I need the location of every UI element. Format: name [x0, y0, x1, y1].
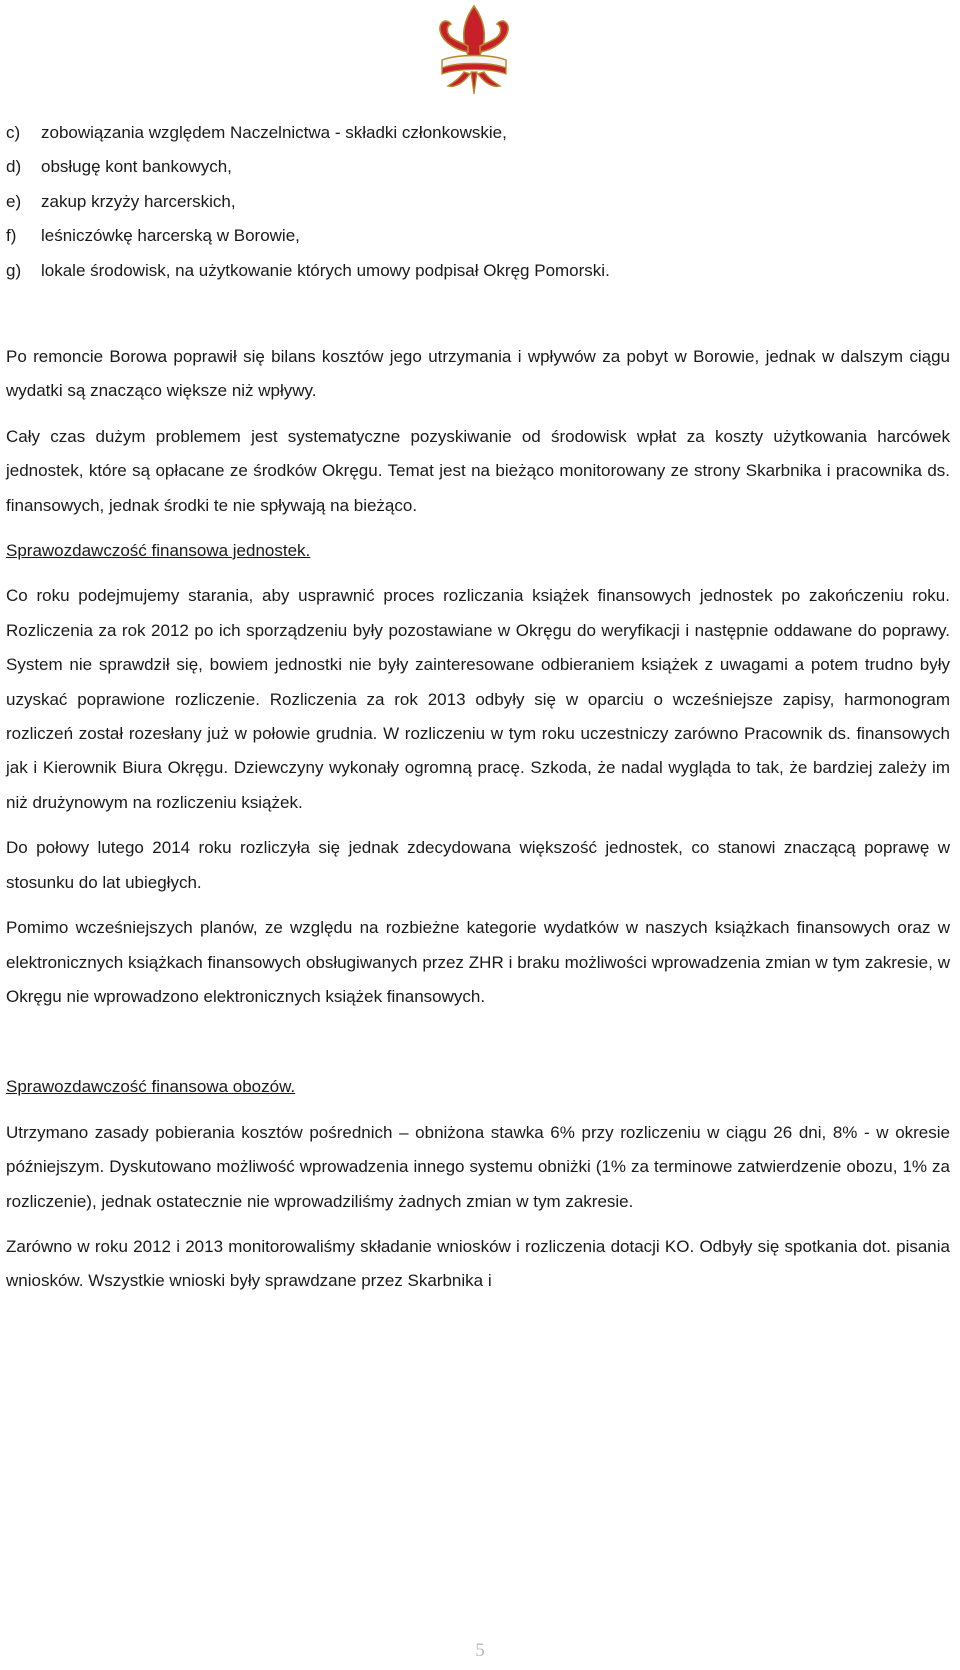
list-marker: e) [6, 191, 22, 211]
list-item [6, 260, 950, 294]
list-item-text: zakup krzyży harcerskich, [41, 191, 236, 211]
list-item-text: zobowiązania względem Naczelnictwa - składki członkowskie, [41, 123, 507, 142]
spacer [6, 1025, 950, 1070]
page-number: 5 [475, 1640, 485, 1661]
paragraph-february-2014: Do połowy lutego 2014 roku rozliczyła się jednak zdecydowana większość jednostek, co stanowi znaczącą poprawę w stosunku do lat ubiegłych. [6, 838, 950, 892]
paragraph-harcowki-payments: Cały czas dużym problemem jest systematyczne pozyskiwanie od środowisk wpłat za koszty użytkowania harcówek jednostek, które są opłacane ze środków Okręgu. Temat jest na bieżąco monitorowany ze strony Skarbnika i pracownika ds. finansowych, jednak środki te nie spływają na bieżąco. [6, 426, 950, 515]
section-heading-camps: Sprawozdawczość finansowa obozów. [6, 1077, 296, 1097]
list-item [6, 156, 950, 190]
paragraph-settlements: Co roku podejmujemy starania, aby usprawnić proces rozliczania książek finansowych jednostek po zakończeniu roku. Rozliczenia za rok 2012 po ich sporządzeniu były pozostawiane w Okręgu do weryfikacji i następnie oddawane do poprawy. System nie sprawdził się, bowiem jednostki nie były zainteresowane odbieraniem książek z uwagami a potem trudno były uzyskać poprawione rozliczenie. Rozliczenia za rok 2013 odbyły się w oparciu o wcześniejsze zapisy, harmonogram rozliczeń został rozesłany już w połowie grudnia. W rozliczeniu w tym roku uczestniczy zarówno Pracownik ds. finansowych jak i Kierownik Biura Okręgu. Dziewczyny wykonały ogromną pracę. Szkoda, że nadal wygląda to tak, że bardziej zależy im niż drużynowym na rozliczeniu książek. [6, 586, 950, 812]
list-item-text: lokale środowisk, na użytkowanie których umowy podpisał Okręg Pomorski. [41, 260, 610, 280]
list-item-text: obsługę kont bankowych, [41, 157, 232, 177]
list-marker: f) [6, 226, 17, 246]
paragraph-ko-grants: Zarówno w roku 2012 i 2013 monitorowaliśmy składanie wniosków i rozliczenia dotacji KO. Odbyły się spotkania dot. pisania wniosków. Wszystkie wnioski były sprawdzane przez Skarbnika i [6, 1236, 950, 1291]
document-body [6, 340, 950, 1310]
item-list [6, 122, 950, 294]
paragraph-electronic-books: Pomimo wcześniejszych planów, ze względu na rozbieżne kategorie wydatków w naszych książkach finansowych oraz w elektronicznych książkach finansowych obsługiwanych przez ZHR i braku możliwości wprowadzenia zmian w tym zakresie, w Okręgu nie wprowadzono elektronicznych książek finansowych. [6, 918, 950, 1006]
list-marker: g) [6, 260, 22, 280]
list-marker: d) [6, 157, 22, 177]
paragraph-borowo-balance: Po remoncie Borowa poprawił się bilans kosztów jego utrzymania i wpływów za pobyt w Borowie, jednak w dalszym ciągu wydatki są znacząco większe niż wpływy. [6, 347, 950, 401]
fleur-de-lis-logo [434, 2, 514, 102]
list-item-text: leśniczówkę harcerską w Borowie, [41, 226, 300, 246]
list-marker: c) [6, 123, 21, 142]
list-item [6, 122, 950, 156]
section-heading-units: Sprawozdawczość finansowa jednostek. [6, 541, 311, 561]
list-item [6, 225, 950, 259]
list-item [6, 191, 950, 225]
paragraph-indirect-costs: Utrzymano zasady pobierania kosztów pośrednich – obniżona stawka 6% przy rozliczeniu w ciągu 26 dni, 8% - w okresie późniejszym. Dyskutowano możliwość wprowadzenia innego systemu obniżki (1% za terminowe zatwierdzenie obozu, 1% za rozliczenie), jednak ostatecznie nie wprowadziliśmy żadnych zmian w tym zakresie. [6, 1122, 950, 1211]
